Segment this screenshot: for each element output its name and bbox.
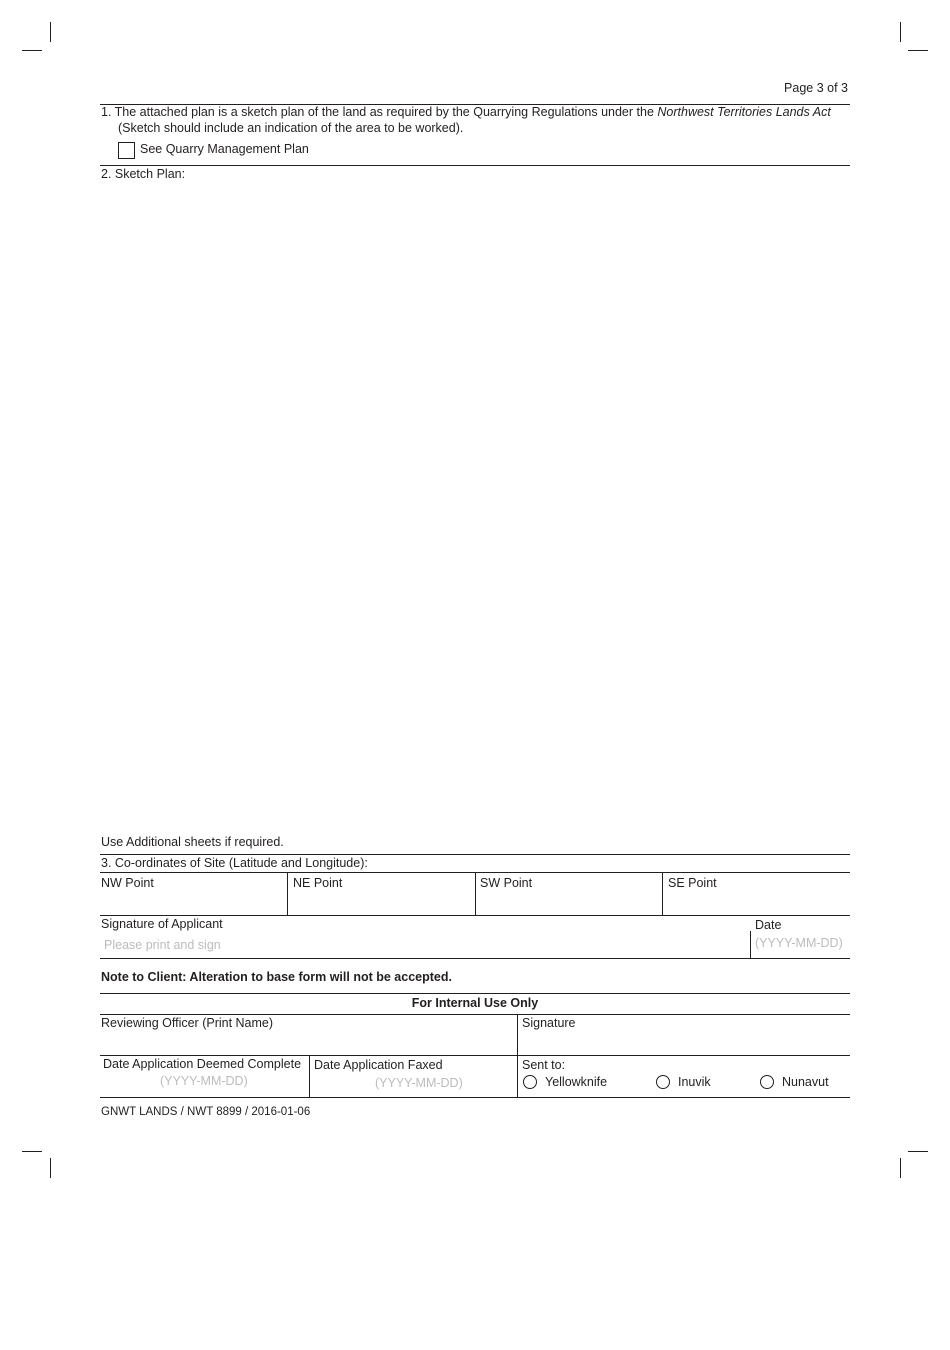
quarry-plan-label: See Quarry Management Plan (140, 142, 309, 156)
crop-mark (908, 1151, 928, 1152)
se-point-field[interactable]: SE Point (668, 876, 717, 890)
divider (100, 165, 850, 166)
note-to-client: Note to Client: Alteration to base form will not be accepted. (101, 970, 452, 984)
divider (100, 1014, 850, 1015)
deemed-complete-label: Date Application Deemed Complete (103, 1057, 302, 1071)
nunavut-radio[interactable] (760, 1075, 774, 1089)
divider (100, 915, 850, 916)
inuvik-label: Inuvik (678, 1075, 711, 1089)
signature-label: Signature of Applicant (101, 917, 223, 931)
nw-point-field[interactable]: NW Point (101, 876, 154, 890)
act-name: Northwest Territories Lands Act (657, 105, 831, 119)
crop-mark (908, 50, 928, 51)
item1-text (101, 105, 849, 120)
crop-mark (50, 1158, 51, 1178)
divider (662, 872, 663, 915)
divider (100, 1055, 850, 1056)
sent-to-label: Sent to: (522, 1058, 566, 1072)
nunavut-label: Nunavut (782, 1075, 829, 1089)
sketch-plan-area[interactable] (100, 185, 850, 830)
page-number: Page 3 of 3 (784, 81, 848, 95)
coordinates-label: 3. Co-ordinates of Site (Latitude and Longitude): (101, 856, 368, 870)
divider (100, 854, 850, 855)
officer-signature-field[interactable]: Signature (522, 1016, 576, 1030)
signature-field[interactable]: Please print and sign (104, 938, 221, 952)
faxed-label: Date Application Faxed (314, 1058, 443, 1072)
date-label: Date (755, 918, 782, 932)
quarry-plan-checkbox[interactable] (118, 142, 135, 159)
inuvik-radio[interactable] (656, 1075, 670, 1089)
date-field[interactable]: (YYYY-MM-DD) (755, 936, 843, 950)
deemed-complete-date-field[interactable]: (YYYY-MM-DD) (160, 1074, 248, 1088)
form-footer: GNWT LANDS / NWT 8899 / 2016-01-06 (101, 1106, 311, 1118)
yellowknife-label: Yellowknife (545, 1075, 608, 1089)
internal-use-title: For Internal Use Only (411, 996, 539, 1010)
sketch-plan-label: 2. Sketch Plan: (101, 167, 186, 181)
divider (100, 993, 850, 994)
crop-mark (22, 1151, 42, 1152)
item1-line2: (Sketch should include an indication of the area to be worked). (118, 121, 464, 135)
divider (750, 931, 751, 958)
divider (100, 958, 850, 959)
additional-sheets-note: Use Additional sheets if required. (101, 835, 284, 849)
crop-mark (50, 22, 51, 42)
divider (475, 872, 476, 915)
sw-point-field[interactable]: SW Point (480, 876, 533, 890)
crop-mark (900, 22, 901, 42)
faxed-date-field[interactable]: (YYYY-MM-DD) (375, 1076, 463, 1090)
item1-text-main: 1. The attached plan is a sketch plan of the land as required by the Quarrying Regulations under the (101, 105, 658, 119)
divider (309, 1055, 310, 1097)
crop-mark (900, 1158, 901, 1178)
crop-mark (22, 50, 42, 51)
divider (287, 872, 288, 915)
yellowknife-radio[interactable] (523, 1075, 537, 1089)
divider (100, 1097, 850, 1098)
reviewing-officer-field[interactable]: Reviewing Officer (Print Name) (101, 1016, 274, 1030)
ne-point-field[interactable]: NE Point (293, 876, 343, 890)
